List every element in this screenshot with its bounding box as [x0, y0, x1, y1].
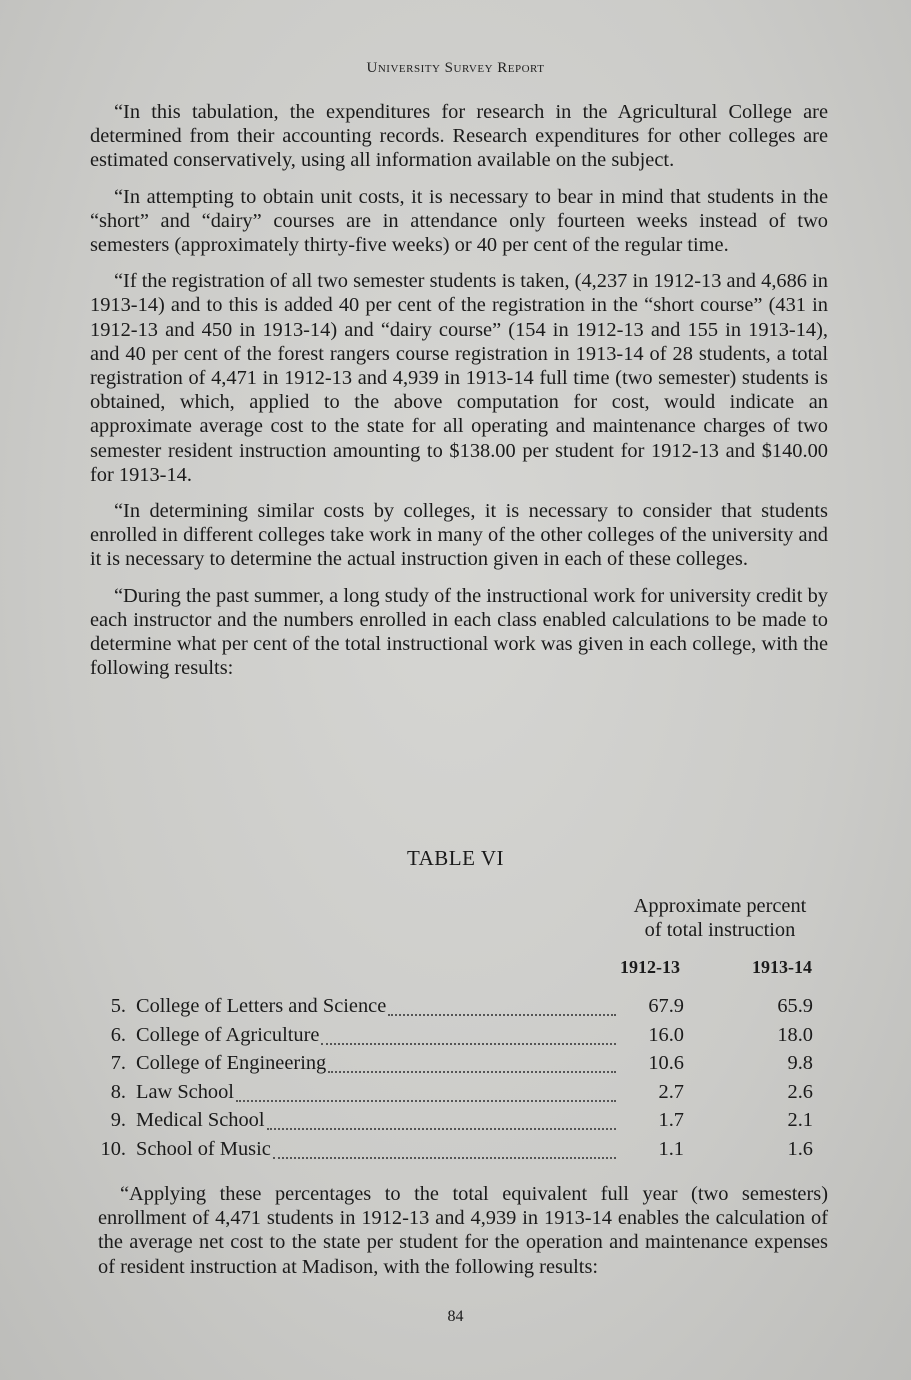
row-label: Law School [136, 1080, 234, 1103]
column-heading-line-2: of total instruction [644, 919, 796, 941]
row-label: College of Letters and Science [136, 995, 387, 1017]
row-number: 8. [110, 1080, 126, 1103]
dot-leader [267, 1126, 616, 1130]
paragraph-unit-costs: “In attempting to obtain unit costs, it is necessary to bear in mind that students in the “short” and “dairy” courses are in attendance only fourteen weeks instead of two semesters (approximately thirty-five weeks) or 40 per cent of the regular time. [90, 185, 828, 257]
value-1912-13: 1.1 [658, 1137, 684, 1160]
value-1913-14: 2.6 [787, 1080, 813, 1103]
value-1912-13: 2.7 [658, 1080, 684, 1103]
paragraph-registration: “If the registration of all two semester students is taken, (4,237 in 1912-13 and 4,686 in 1913-14) and to this is added 40 per cent of the registration in the “short course” (431 in 1912-13 and 450 in 1913-14) and “dairy course” (154 in 1912-13 and 155 in 1913-14), and 40 per cent of the forest rangers course registration in 1913-14 of 28 students, a total registration of 4,471 in 1912-13 and 4,939 in 1913-14 full time (two semester) students is obtained, which, applied to the above computation for cost, would indicate an approximate average cost to the state for all operating and maintenance charges of two semester resident instruction amounting to $138.00 per student for 1912-13 and $140.00 for 1913-14. [90, 270, 828, 486]
row-label: College of Engineering [136, 1052, 327, 1075]
value-1912-13: 1.7 [658, 1109, 684, 1132]
table-row [98, 1135, 838, 1164]
value-1912-13: 16.0 [648, 1023, 684, 1046]
dot-leader [388, 1012, 616, 1016]
table-body [98, 992, 838, 1164]
row-number: 9. [110, 1109, 126, 1132]
dot-leader [236, 1098, 616, 1102]
dot-leader [273, 1155, 616, 1159]
table-row [98, 1049, 838, 1078]
paragraph-summer-study: “During the past summer, a long study of the instructional work for university credit by each instructor and the numbers enrolled in each class enabled calculations to be made to determine what per cent of the total instructional work was given in each college, with the following results: [90, 584, 828, 680]
paragraph-research-expenditures: “In this tabulation, the expenditures for research in the Agricultural College are determined from their accounting records. Research expenditures for other colleges are estimated conservatively, using all information available on the subject. [90, 101, 828, 172]
dot-leader [321, 1041, 616, 1045]
page-number: 84 [447, 1308, 464, 1325]
table-row [98, 1106, 838, 1135]
year-heading-1913-14: 1913-14 [752, 957, 812, 977]
row-number: 5. [110, 995, 126, 1017]
paragraph-applying-percentages: “Applying these percentages to the total equivalent full year (two semesters) enrollment of 4,471 students in 1912-13 and 4,939 in 1913-14 enables the calculation of the average net cost to the state per student for the operation and maintenance expenses of resident instruction at Madison, with the following results: [98, 1183, 828, 1278]
value-1913-14: 1.6 [787, 1137, 813, 1160]
year-heading-1912-13: 1912-13 [620, 957, 680, 977]
closing-text [98, 1182, 828, 1279]
row-label: Medical School [136, 1109, 265, 1132]
value-1912-13: 10.6 [648, 1052, 684, 1075]
body-text [90, 100, 828, 692]
value-1912-13: 67.9 [648, 995, 684, 1017]
paragraph-costs-by-colleges: “In determining similar costs by colleges, it is necessary to consider that students enrolled in different colleges take work in many of the other colleges of the university and it is necessary to determine the actual instruction given in each of these colleges. [90, 500, 828, 571]
row-number: 6. [110, 1023, 126, 1046]
value-1913-14: 9.8 [787, 1052, 813, 1075]
table-row [98, 1078, 838, 1107]
row-number: 10. [100, 1137, 126, 1160]
dot-leader [328, 1069, 616, 1073]
table-row [98, 1021, 838, 1050]
running-head: University Survey Report [366, 60, 545, 76]
value-1913-14: 65.9 [777, 995, 813, 1017]
value-1913-14: 18.0 [777, 1023, 813, 1046]
table-row [98, 992, 838, 1021]
table-title: TABLE VI [406, 846, 504, 870]
row-number: 7. [110, 1052, 126, 1075]
row-label: College of Agriculture [136, 1023, 320, 1046]
value-1913-14: 2.1 [787, 1109, 813, 1132]
row-label: School of Music [136, 1137, 271, 1160]
table-column-heading [600, 894, 840, 942]
column-heading-line-1: Approximate percent [633, 895, 807, 917]
